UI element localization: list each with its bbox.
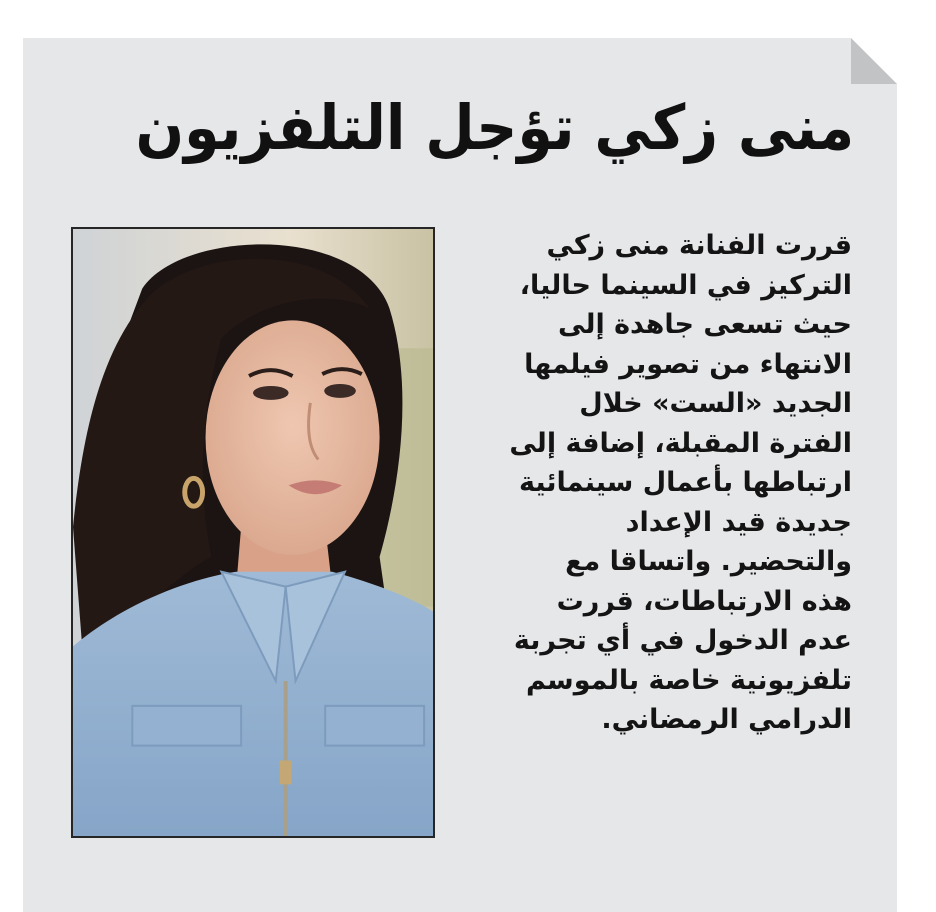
body-line: الفترة المقبلة، إضافة إلى: [509, 427, 852, 459]
article-body: [462, 226, 852, 740]
body-line: الجديد «الست» خلال: [579, 388, 852, 419]
page-fold-corner: [851, 38, 897, 84]
portrait-illustration: [73, 229, 433, 836]
body-line: جديدة قيد الإعداد: [625, 506, 852, 538]
body-line: هذه الارتباطات، قررت: [556, 585, 852, 617]
body-line: الانتهاء من تصوير فيلمها: [524, 348, 852, 380]
body-line: تلفزيونية خاصة بالموسم: [525, 664, 852, 696]
body-line: الدرامي الرمضاني.: [601, 704, 852, 735]
body-line: التركيز في السينما حاليا،: [519, 269, 852, 301]
article-headline: منى زكي تؤجل التلفزيون: [135, 91, 854, 164]
body-line: عدم الدخول في أي تجربة: [513, 625, 852, 656]
body-line: والتحضير. واتساقا مع: [565, 546, 852, 577]
body-line: حيث تسعى جاهدة إلى: [558, 309, 852, 340]
portrait-photo: [71, 227, 435, 838]
body-line: ارتباطها بأعمال سينمائية: [518, 467, 852, 498]
body-line: قررت الفنانة منى زكي: [546, 230, 852, 261]
